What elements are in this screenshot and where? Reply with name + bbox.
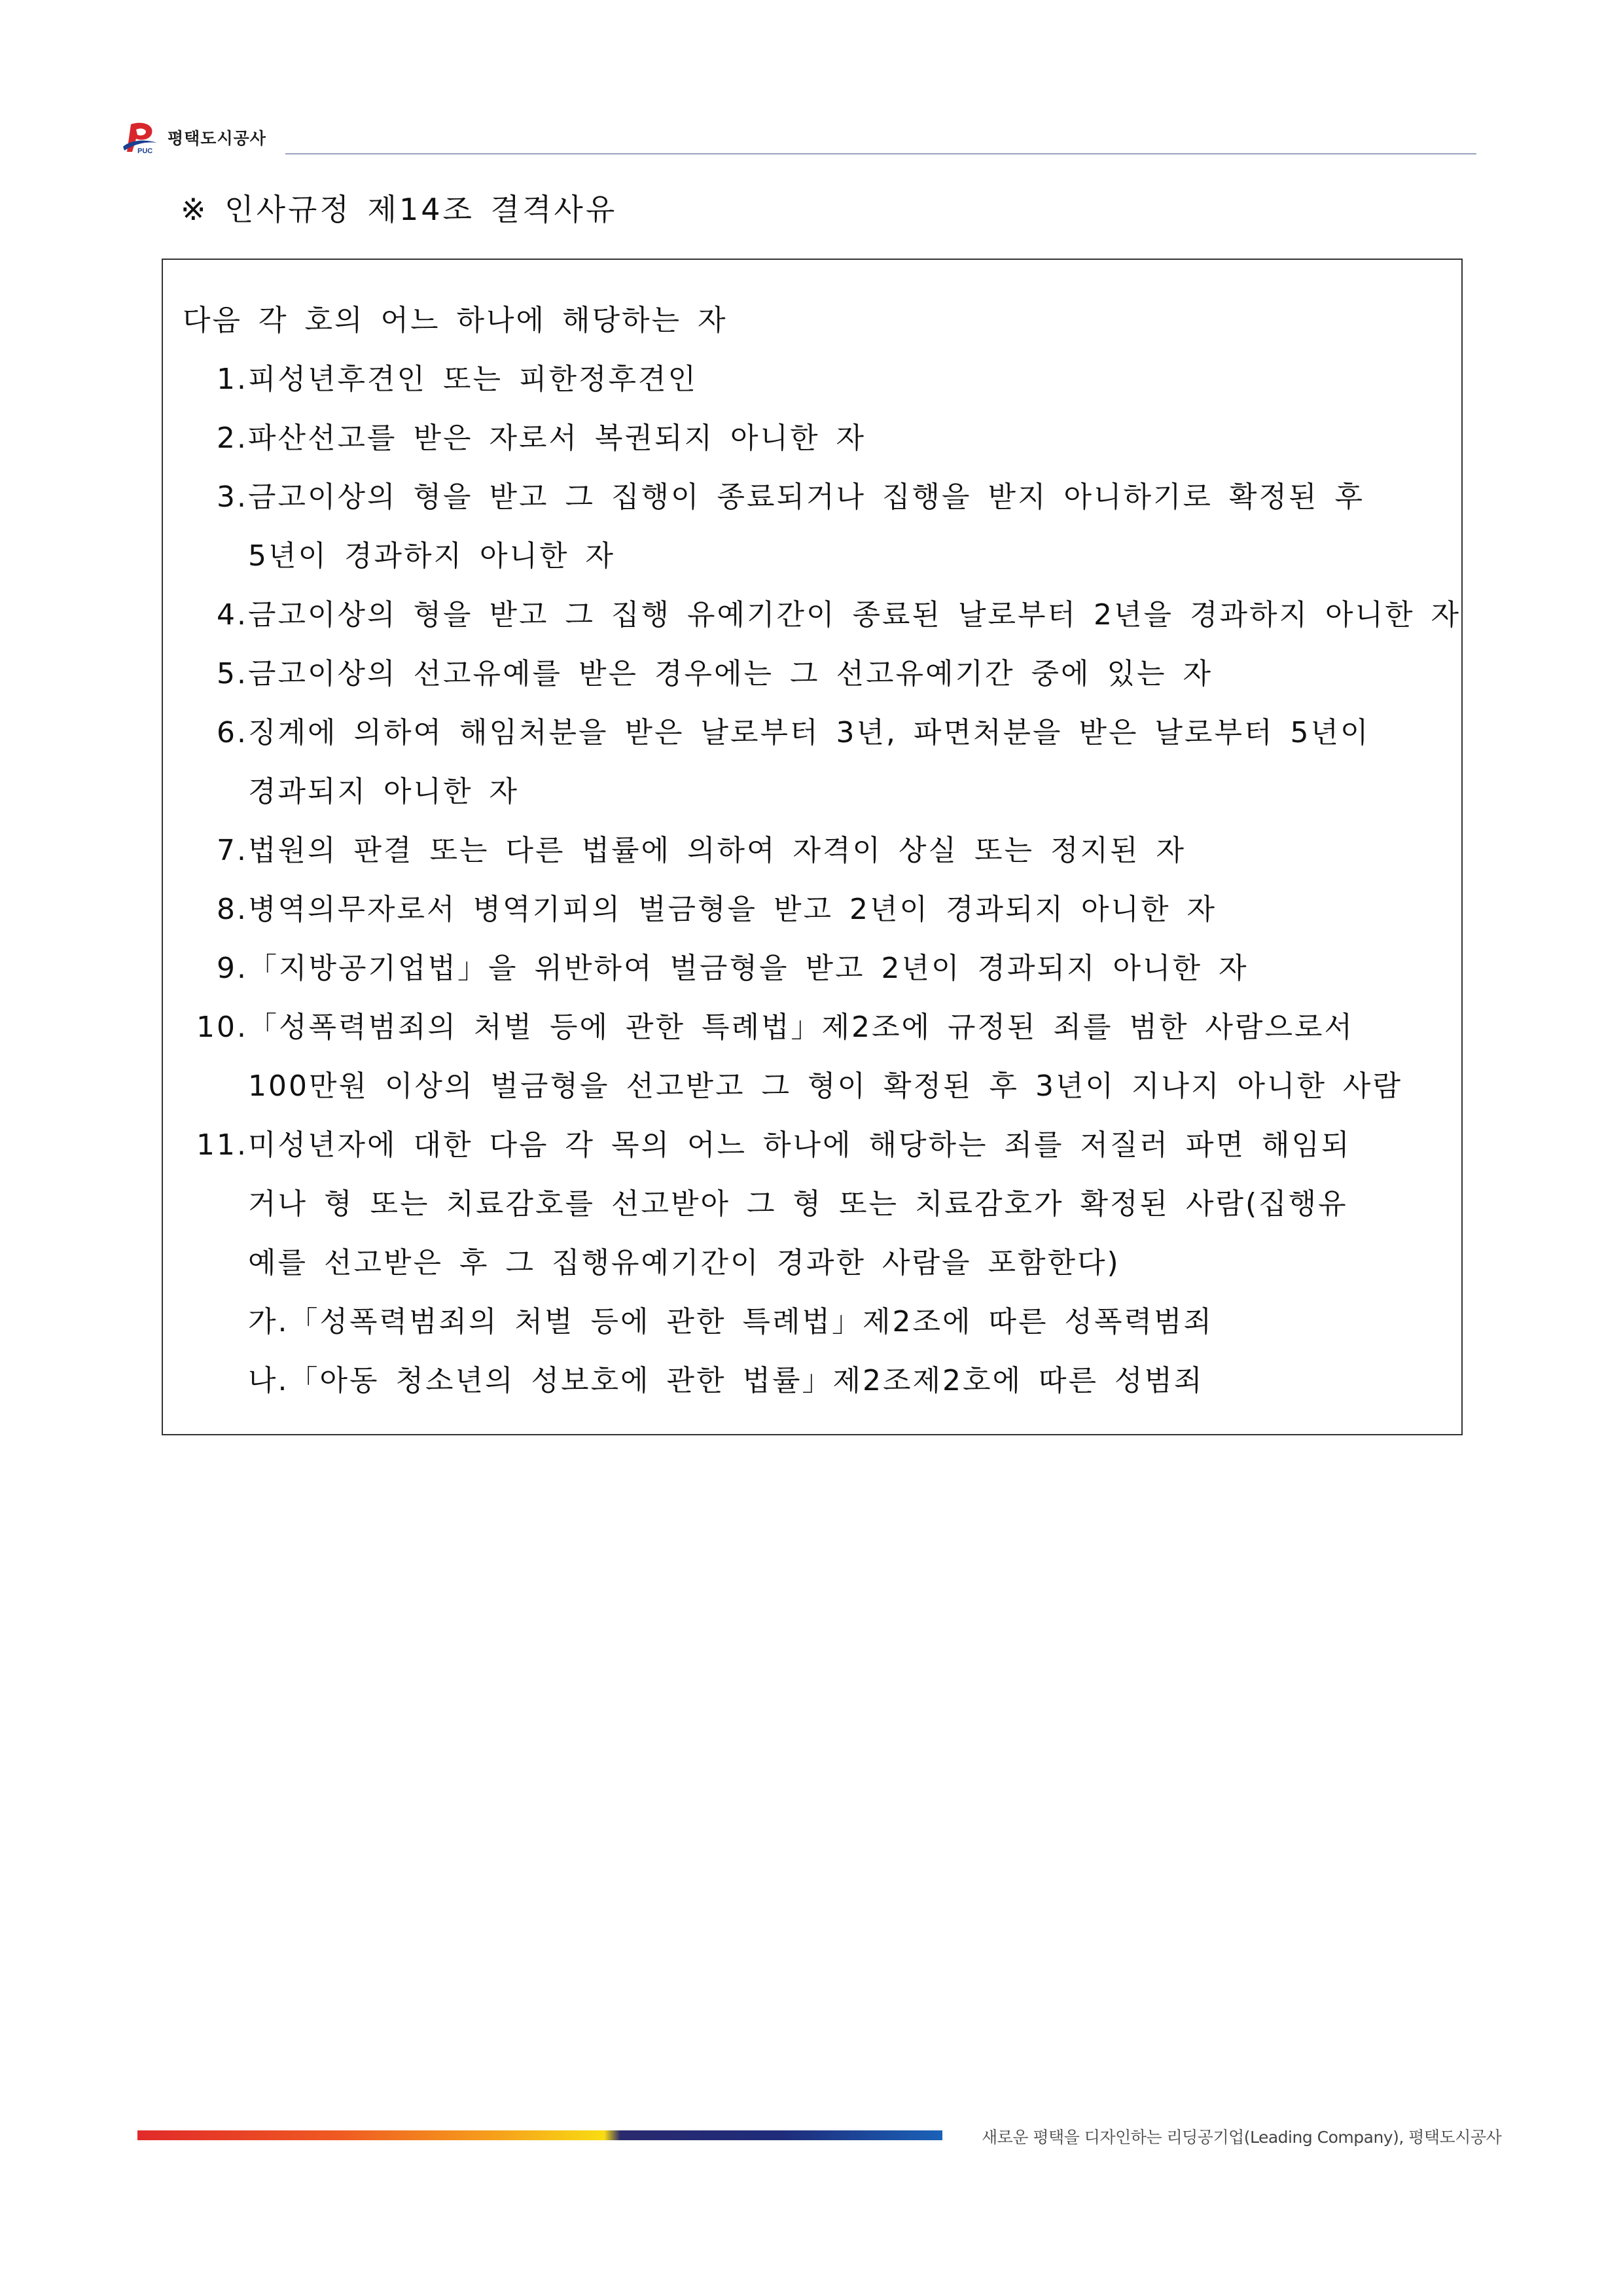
puc-logo: [122, 120, 158, 154]
item-text: 나.「아동 청소년의 성보호에 관한 법률」제2조제2호에 따른 성범죄: [248, 1364, 1204, 1397]
item-number: 7.: [217, 834, 248, 867]
list-item: [183, 704, 1446, 762]
item-number: 2.: [217, 422, 248, 455]
list-item: [183, 1116, 1446, 1175]
list-item: [183, 468, 1446, 527]
item-text: 예를 선고받은 후 그 집행유예기간이 경과한 사람을 포함한다): [248, 1246, 1120, 1280]
list-item: [183, 645, 1446, 704]
item-text: 병역의무자로서 병역기피의 벌금형을 받고 2년이 경과되지 아니한 자: [248, 893, 1217, 926]
item-text: 5년이 경과하지 아니한 자: [248, 539, 615, 573]
item-number: 8.: [217, 893, 248, 926]
item-number: 1.: [217, 363, 248, 396]
section-title: ※ 인사규정 제14조 결격사유: [181, 192, 618, 227]
list-item: [183, 762, 1446, 821]
item-text: 가.「성폭력범죄의 처벌 등에 관한 특례법」제2조에 따른 성폭력범죄: [248, 1305, 1213, 1338]
item-text: 파산선고를 받은 자로서 복권되지 아니한 자: [248, 422, 866, 455]
list-item: [183, 1234, 1446, 1293]
item-number: 5.: [217, 657, 248, 691]
item-text: 「지방공기업법」을 위반하여 벌금형을 받고 2년이 경과되지 아니한 자: [248, 952, 1249, 985]
item-number: 11.: [196, 1128, 248, 1162]
item-text: 금고이상의 선고유예를 받은 경우에는 그 선고유예기간 중에 있는 자: [248, 657, 1213, 691]
item-text: 미성년자에 대한 다음 각 목의 어느 하나에 해당하는 죄를 저질러 파면 해임되: [248, 1128, 1351, 1162]
item-number: 6.: [217, 716, 248, 749]
intro-text: 다음 각 호의 어느 하나에 해당하는 자: [183, 304, 728, 337]
item-number: 9.: [217, 952, 248, 985]
footer-slogan: 새로운 평택을 디자인하는 리딩공기업(Leading Company), 평택도시공사: [982, 2128, 1502, 2147]
footer-color-bar: [137, 2130, 942, 2140]
list-item: [183, 998, 1446, 1057]
list-item: [183, 1293, 1446, 1352]
item-text: 금고이상의 형을 받고 그 집행이 종료되거나 집행을 받지 아니하기로 확정된 후: [248, 480, 1364, 514]
item-text: 거나 형 또는 치료감호를 선고받아 그 형 또는 치료감호가 확정된 사람(집행유: [248, 1187, 1348, 1221]
org-name: 평택도시공사: [168, 129, 266, 148]
box-content: [183, 291, 1461, 1410]
list-item: [183, 821, 1446, 880]
item-text: 「성폭력범죄의 처벌 등에 관한 특례법」제2조에 규정된 죄를 범한 사람으로서: [248, 1011, 1355, 1044]
list-item: [183, 1352, 1446, 1410]
item-text: 경과되지 아니한 자: [248, 775, 520, 808]
item-text: 법원의 판결 또는 다른 법률에 의하여 자격이 상실 또는 정지된 자: [248, 834, 1186, 867]
list-item: [183, 350, 1446, 409]
logo-text: PUC: [137, 147, 153, 154]
list-item: [183, 1057, 1446, 1116]
item-text: 피성년후견인 또는 피한정후견인: [248, 363, 698, 396]
disqualification-box: [162, 259, 1463, 1435]
item-text: 100만원 이상의 벌금형을 선고받고 그 형이 확정된 후 3년이 지나지 아니한 사람: [248, 1069, 1402, 1103]
list-item: [183, 1175, 1446, 1234]
list-item: [183, 939, 1446, 998]
list-item: [183, 409, 1446, 468]
items-list: [183, 350, 1461, 1410]
page-header: [122, 115, 1479, 158]
item-number: 4.: [217, 598, 248, 632]
list-item: [183, 527, 1446, 586]
item-number: 10.: [196, 1011, 248, 1044]
item-text: 금고이상의 형을 받고 그 집행 유예기간이 종료된 날로부터 2년을 경과하지 아니한 자: [248, 598, 1461, 632]
list-item: [183, 586, 1461, 645]
list-item: [183, 880, 1446, 939]
item-text: 징계에 의하여 해임처분을 받은 날로부터 3년, 파면처분을 받은 날로부터 5년이: [248, 716, 1370, 749]
header-divider: [285, 153, 1476, 154]
item-number: 3.: [217, 480, 248, 514]
